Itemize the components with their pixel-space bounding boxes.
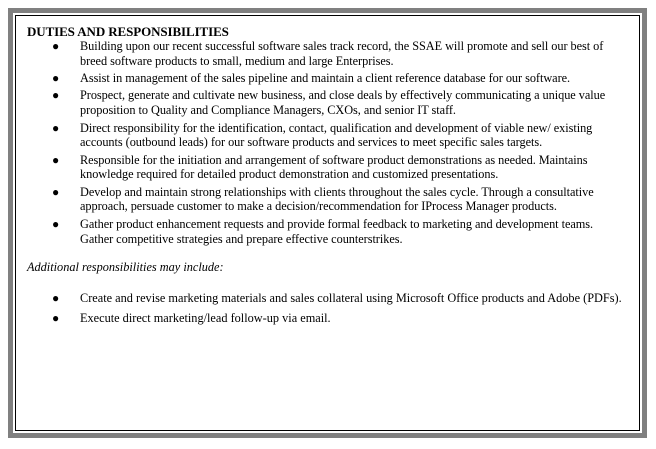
list-item [27, 217, 629, 246]
list-item [27, 121, 629, 150]
section-heading: DUTIES AND RESPONSIBILITIES [27, 24, 229, 39]
list-item [27, 71, 629, 86]
list-item-text: Execute direct marketing/lead follow-up via email. [80, 310, 331, 325]
bullet-icon: ● [52, 184, 60, 199]
list-item [27, 153, 629, 182]
list-item [27, 311, 629, 326]
list-item [27, 88, 629, 117]
list-item-text: Responsible for the initiation and arrangement of software product demonstrations as needed. Maintains knowledge required for detailed product demonstration and customized presentations. [80, 152, 588, 182]
bullet-icon: ● [52, 310, 60, 325]
list-item [27, 39, 629, 68]
duties-list [27, 39, 629, 246]
document-frame-outer [8, 8, 647, 438]
list-item-text: Gather product enhancement requests and provide formal feedback to marketing and development teams. Gather competitive strategies and prepare effective counterstrikes. [80, 216, 594, 246]
bullet-icon: ● [52, 291, 60, 306]
bullet-icon: ● [52, 216, 60, 231]
bullet-icon: ● [52, 120, 60, 135]
list-item-text: Assist in management of the sales pipeline and maintain a client reference database for our software. [80, 71, 571, 86]
list-item-text: Building upon our recent successful software sales track record, the SSAE will promote and sell our best of breed software products to small, medium and large Enterprises. [80, 39, 604, 68]
list-item [27, 291, 629, 306]
bullet-icon: ● [52, 88, 60, 103]
bullet-icon: ● [52, 71, 60, 86]
bullet-icon: ● [52, 39, 60, 53]
additional-responsibilities-label: Additional responsibilities may include: [27, 260, 224, 275]
document-frame-inner [15, 15, 640, 431]
bullet-icon: ● [52, 152, 60, 167]
additional-list [27, 291, 629, 325]
list-item-text: Prospect, generate and cultivate new business, and close deals by effectively communicating a unique value proposition to Quality and Compliance Managers, CXOs, and senior IT staff. [80, 88, 606, 118]
list-item-text: Create and revise marketing materials and sales collateral using Microsoft Office products and Adobe (PDFs). [80, 291, 622, 306]
list-item-text: Develop and maintain strong relationships with clients throughout the sales cycle. Through a consultative approach, persuade customer to make a decision/recommendation for IProcess Manager products. [80, 184, 594, 214]
list-item-text: Direct responsibility for the identification, contact, qualification and development of viable new/ existing accounts (outbound leads) for our software products and services to meet specific sales targets. [80, 120, 593, 150]
list-item [27, 185, 629, 214]
